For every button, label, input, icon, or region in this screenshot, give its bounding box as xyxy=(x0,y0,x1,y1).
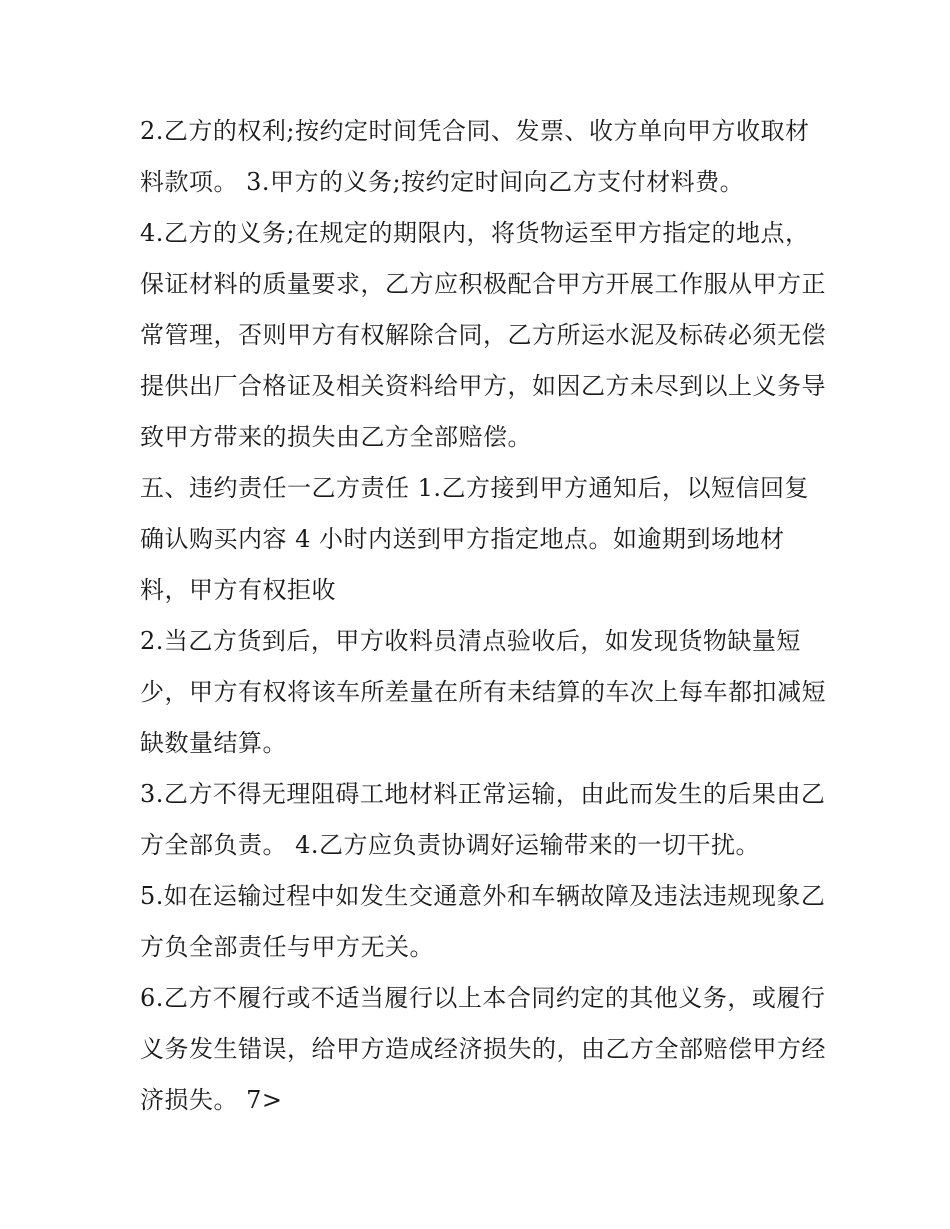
document-body xyxy=(140,106,830,1126)
paragraph-transport-obstruction: 3.乙方不得无理阻碍工地材料正常运输，由此而发生的后果由乙方全部负责。 4.乙方应负责协调好运输带来的一切干扰。 xyxy=(140,780,826,859)
paragraph-party-b-obligations: 4.乙方的义务;在规定的期限内，将货物运至甲方指定的地点，保证材料的质量要求，乙方应积极配合甲方开展工作服从甲方正常管理，否则甲方有权解除合同，乙方所运水泥及标砖必须无偿提供出厂合格证及相关资料给甲方，如因乙方未尽到以上义务导致甲方带来的损失由乙方全部赔偿。 xyxy=(140,219,826,451)
paragraph-transport-accident: 5.如在运输过程中如发生交通意外和车辆故障及违法违规现象乙方负全部责任与甲方无关。 xyxy=(140,882,826,961)
paragraph-rights-obligations: 2.乙方的权利;按约定时间凭合同、发票、收方单向甲方收取材料款项。 3.甲方的义务;按约定时间向乙方支付材料费。 xyxy=(140,117,810,196)
paragraph-shortage-deduction: 2.当乙方货到后，甲方收料员清点验收后，如发现货物缺量短少，甲方有权将该车所差量在所有未结算的车次上每车都扣减短缺数量结算。 xyxy=(140,627,826,757)
paragraph-breach-liability: 五、违约责任一乙方责任 1.乙方接到甲方通知后，以短信回复确认购买内容 4 小时内送到甲方指定地点。如逾期到场地材料，甲方有权拒收 xyxy=(140,474,810,604)
paragraph-compensation: 6.乙方不履行或不适当履行以上本合同约定的其他义务，或履行义务发生错误，给甲方造成经济损失的，由乙方全部赔偿甲方经济损失。 7> xyxy=(140,984,826,1114)
